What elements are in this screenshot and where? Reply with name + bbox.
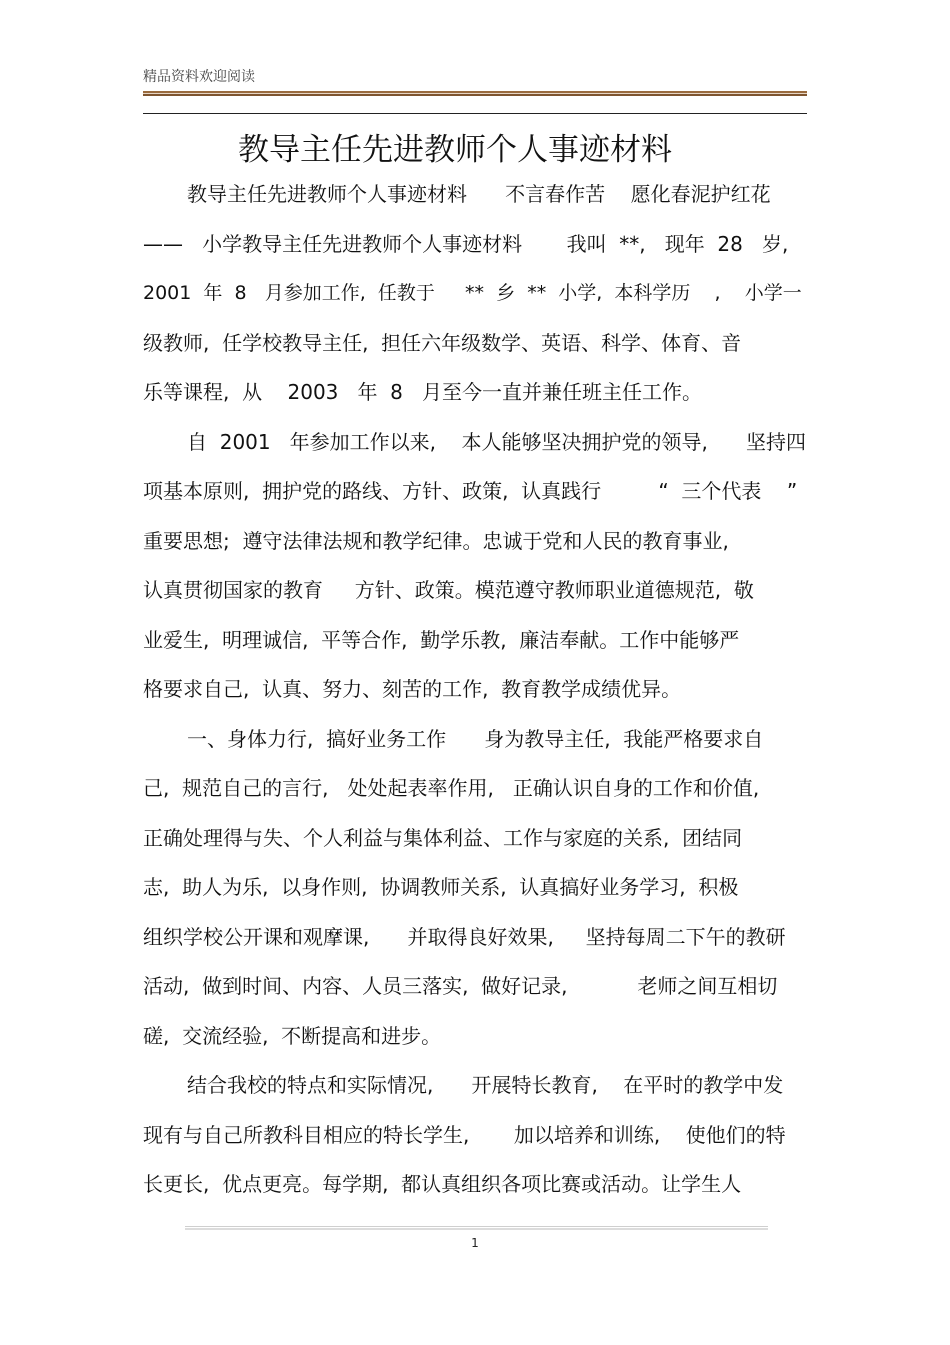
- body-line: —— 小学教导主任先进教师个人事迹材料 我叫 **, 现年 28 岁,: [143, 231, 789, 256]
- body-line: 2001 年 8 月参加工作, 任教于 ** 乡 ** 小学, 本科学历 , 小学一: [143, 282, 802, 304]
- document-body: [143, 170, 807, 1210]
- header-label: 精品资料欢迎阅读: [143, 69, 255, 85]
- body-line: 组织学校公开课和观摩课, 并取得良好效果, 坚持每周二下午的教研: [143, 924, 786, 949]
- body-line: 业爱生, 明理诚信, 平等合作, 勤学乐教, 廉洁奉献。工作中能够严: [143, 627, 740, 652]
- body-line: 现有与自己所教科目相应的特长学生, 加以培养和训练, 使他们的特: [143, 1122, 786, 1147]
- body-line: 乐等课程, 从 2003 年 8 月至今一直并兼任班主任工作。: [143, 380, 702, 404]
- body-line: 己, 规范自己的言行, 处处起表率作用, 正确认识自身的工作和价值,: [143, 776, 760, 800]
- footer-rule: [185, 1226, 768, 1230]
- body-line: 格要求自己, 认真、努力、刻苦的工作, 教育教学成绩优异。: [143, 677, 682, 701]
- body-line: 级教师, 任学校教导主任, 担任六年级数学、英语、科学、体育、音: [143, 330, 742, 355]
- document-title: 教导主任先进教师个人事迹材料: [238, 132, 672, 168]
- body-line: 教导主任先进教师个人事迹材料 不言春作苦 愿化春泥护红花: [187, 182, 771, 206]
- page-number: 1: [471, 1236, 479, 1250]
- body-line: 活动, 做到时间、内容、人员三落实, 做好记录, 老师之间互相切: [143, 974, 778, 998]
- header-rule-thin: [143, 113, 807, 114]
- body-line: 长更长, 优点更亮。每学期, 都认真组织各项比赛或活动。让学生人: [143, 1172, 742, 1196]
- body-line: 结合我校的特点和实际情况, 开展特长教育, 在平时的教学中发: [187, 1073, 784, 1097]
- body-line: 项基本原则, 拥护党的路线、方针、政策, 认真践行 “ 三个代表 ”: [143, 479, 798, 503]
- body-line: 磋, 交流经验, 不断提高和进步。: [143, 1023, 442, 1048]
- body-line: 重要思想; 遵守法律法规和教学纪律。忠诚于党和人民的教育事业,: [143, 528, 729, 553]
- body-line: 志, 助人为乐, 以身作则, 协调教师关系, 认真搞好业务学习, 积极: [143, 875, 739, 899]
- body-line: 正确处理得与失、个人利益与集体利益、工作与家庭的关系, 团结同: [143, 825, 743, 850]
- body-line: 认真贯彻国家的教育 方针、政策。模范遵守教师职业道德规范, 敬: [143, 578, 754, 602]
- body-line: 自 2001 年参加工作以来, 本人能够坚决拥护党的领导, 坚持四: [187, 429, 806, 454]
- header-rule-thick: [143, 91, 807, 96]
- body-line: 一、身体力行, 搞好业务工作 身为教导主任, 我能严格要求自: [187, 726, 764, 751]
